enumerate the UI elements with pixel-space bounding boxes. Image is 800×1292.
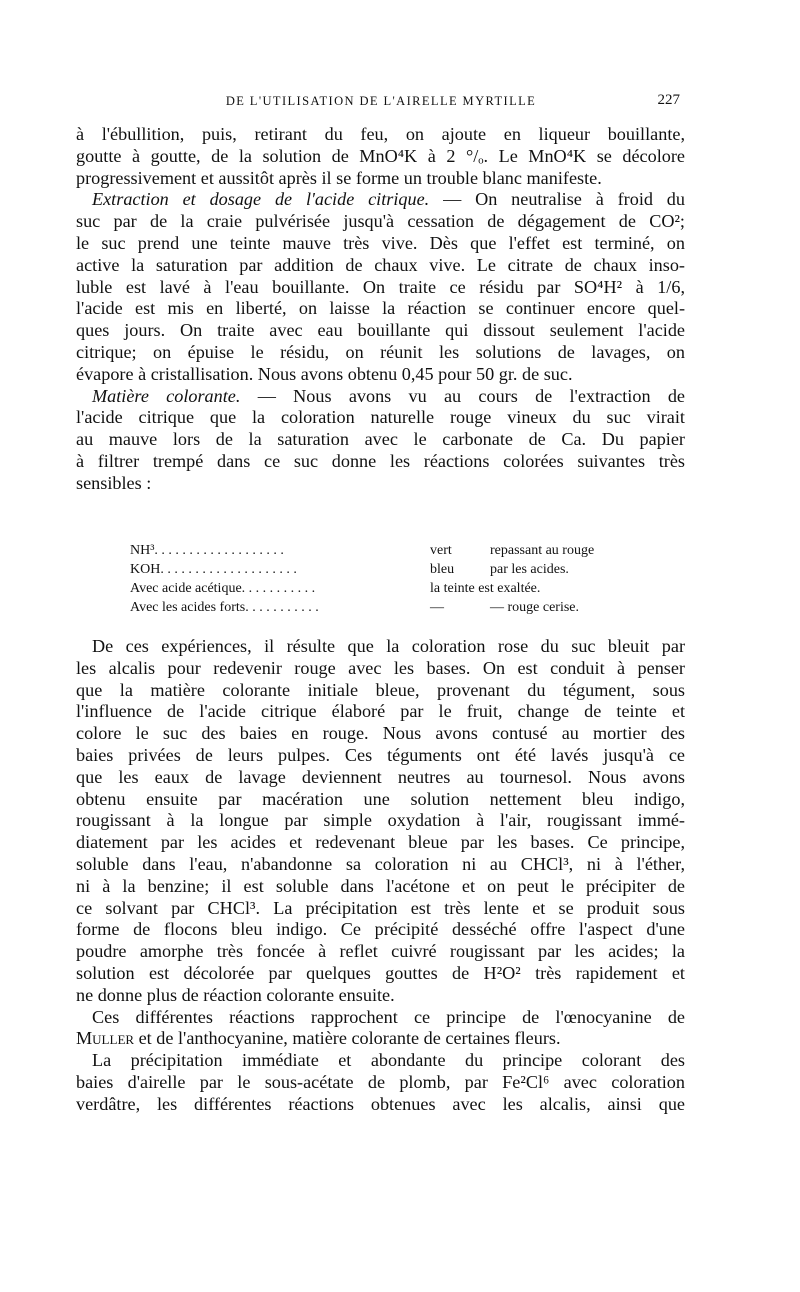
text-line: baies privées de leurs pulpes. Ces téguments ont été lavés jusqu'à ce: [76, 744, 685, 765]
table-cell-reagent: Avec acide acétique. . . . . . . . . . .: [130, 581, 316, 596]
text-line: que la matière colorante initiale bleue, provenant du tégument, sous: [76, 679, 685, 700]
text-line: baies d'airelle par le sous-acétate de plomb, par Fe²Cl⁶ avec coloration: [76, 1071, 685, 1092]
text-line: De ces expériences, il résulte que la coloration rose du suc bleuit par: [92, 636, 685, 656]
text-line: l'influence de l'acide citrique élaboré par le fruit, change de teinte et: [76, 701, 685, 722]
text-line: l'acide est mis en liberté, on laisse la réaction se continuer encore quel-: [76, 298, 685, 319]
table-cell-color: bleu: [430, 562, 455, 577]
text-line: suc par de la craie pulvérisée jusqu'à cessation de dégagement de CO²;: [76, 211, 685, 232]
page-number: 227: [657, 92, 680, 108]
table-cell-reagent: KOH. . . . . . . . . . . . . . . . . . . .: [130, 562, 297, 577]
text-line: forme de flocons bleu indigo. Ce précipité desséché offre l'aspect d'une: [76, 919, 685, 940]
text-line: goutte à goutte, de la solution de MnO⁴K à 2 °/ₒ. Le MnO⁴K se décolore: [76, 145, 685, 166]
body-text-upper: [76, 124, 685, 495]
text-line: au mauve lors de la saturation avec le carbonate de Ca. Du papier: [76, 429, 685, 450]
table-cell-color: la teinte est exaltée.: [430, 581, 541, 596]
section-heading-line: [76, 189, 685, 211]
text-line: soluble dans l'eau, n'abandonne sa coloration ni au CHCl³, ni à l'éther,: [76, 853, 685, 874]
table-cell-result: repassant au rouge: [490, 543, 595, 558]
text-line: citrique; on épuise le résidu, on réunit les solutions de lavages, on: [76, 341, 685, 362]
text-line: ni à la benzine; il est soluble dans l'acétone et on peut le précipiter de: [76, 875, 685, 896]
table-cell-color: vert: [430, 543, 452, 558]
text-line: Ces différentes réactions rapprochent ce principe de l'œnocyanine de: [92, 1006, 685, 1027]
table-row: [130, 579, 630, 598]
text-line: [76, 1028, 685, 1050]
running-head: DE L'UTILISATION DE L'AIRELLE MYRTILLE: [225, 94, 537, 108]
table-cell-reagent: Avec les acides forts. . . . . . . . . . .: [130, 600, 319, 615]
text-line: le suc prend une teinte mauve très vive. Dès que l'effet est terminé, on: [76, 232, 685, 253]
text-run: — Nous avons vu au cours de l'extraction de: [240, 385, 685, 406]
text-line: active la saturation par addition de chaux vive. Le citrate de chaux inso-: [76, 254, 685, 275]
text-line: colore le suc des baies en rouge. Nous avons contusé au mortier des: [76, 723, 685, 744]
text-line: solution est décolorée par quelques gouttes de H²O² très rapidement et: [76, 962, 685, 983]
text-line: rougissant à la longue par simple oxydation à l'air, rougissant immé-: [76, 810, 685, 831]
text-line: sensibles :: [76, 472, 152, 493]
table-cell-result: — rouge cerise.: [490, 600, 580, 615]
text-line: La précipitation immédiate et abondante du principe colorant des: [92, 1050, 685, 1071]
table-row: [130, 560, 630, 579]
table-row: [130, 541, 630, 560]
table-row: [130, 598, 630, 617]
text-line: verdâtre, les différentes réactions obtenues avec les alcalis, ainsi que: [76, 1093, 685, 1114]
text-line: que les eaux de lavage deviennent neutres au tournesol. Nous avons: [76, 766, 685, 787]
section-heading-line: [76, 386, 685, 408]
text-run: et de l'anthocyanine, matière colorante de certaines fleurs.: [134, 1028, 561, 1049]
text-line: progressivement et aussitôt après il se forme un trouble blanc manifeste.: [76, 167, 602, 188]
text-line: ques jours. On traite avec eau bouillante qui dissout seulement l'acide: [76, 320, 685, 341]
reactions-table: [130, 541, 630, 617]
text-line: les alcalis pour redevenir rouge avec les bases. On est conduit à penser: [76, 657, 685, 678]
text-line: l'acide citrique que la coloration naturelle rouge vineux du suc virait: [76, 407, 685, 428]
text-line: ce solvant par CHCl³. La précipitation est très lente et se produit sous: [76, 897, 685, 918]
author-name: Muller: [76, 1028, 135, 1049]
table-cell-reagent: NH³. . . . . . . . . . . . . . . . . . .: [130, 543, 284, 558]
text-line: ne donne plus de réaction colorante ensuite.: [76, 984, 395, 1005]
text-run: — On neutralise à froid du: [429, 189, 685, 210]
table-cell-result: par les acides.: [490, 562, 569, 577]
table-cell-color: —: [430, 600, 444, 615]
text-line: diatement par les acides et redevenant bleue par les bases. Ce principe,: [76, 832, 685, 853]
body-text-lower: [76, 636, 685, 1116]
text-line: à filtrer trempé dans ce suc donne les réactions colorées suivantes très: [76, 450, 685, 471]
text-line: évapore à cristallisation. Nous avons obtenu 0,45 pour 50 gr. de suc.: [76, 363, 573, 384]
text-line: à l'ébullition, puis, retirant du feu, on ajoute en liqueur bouillante,: [76, 124, 685, 144]
text-line: luble est lavé à l'eau bouillante. On traite ce résidu par SO⁴H² à 1/6,: [76, 276, 685, 297]
section-heading-color: Matière colorante.: [92, 385, 241, 406]
text-line: poudre amorphe très foncée à reflet cuivré rougissant par les acides; la: [76, 941, 685, 962]
section-heading-citric: Extraction et dosage de l'acide citrique.: [92, 189, 430, 210]
text-line: obtenu ensuite par macération une solution nettement bleu indigo,: [76, 788, 685, 809]
